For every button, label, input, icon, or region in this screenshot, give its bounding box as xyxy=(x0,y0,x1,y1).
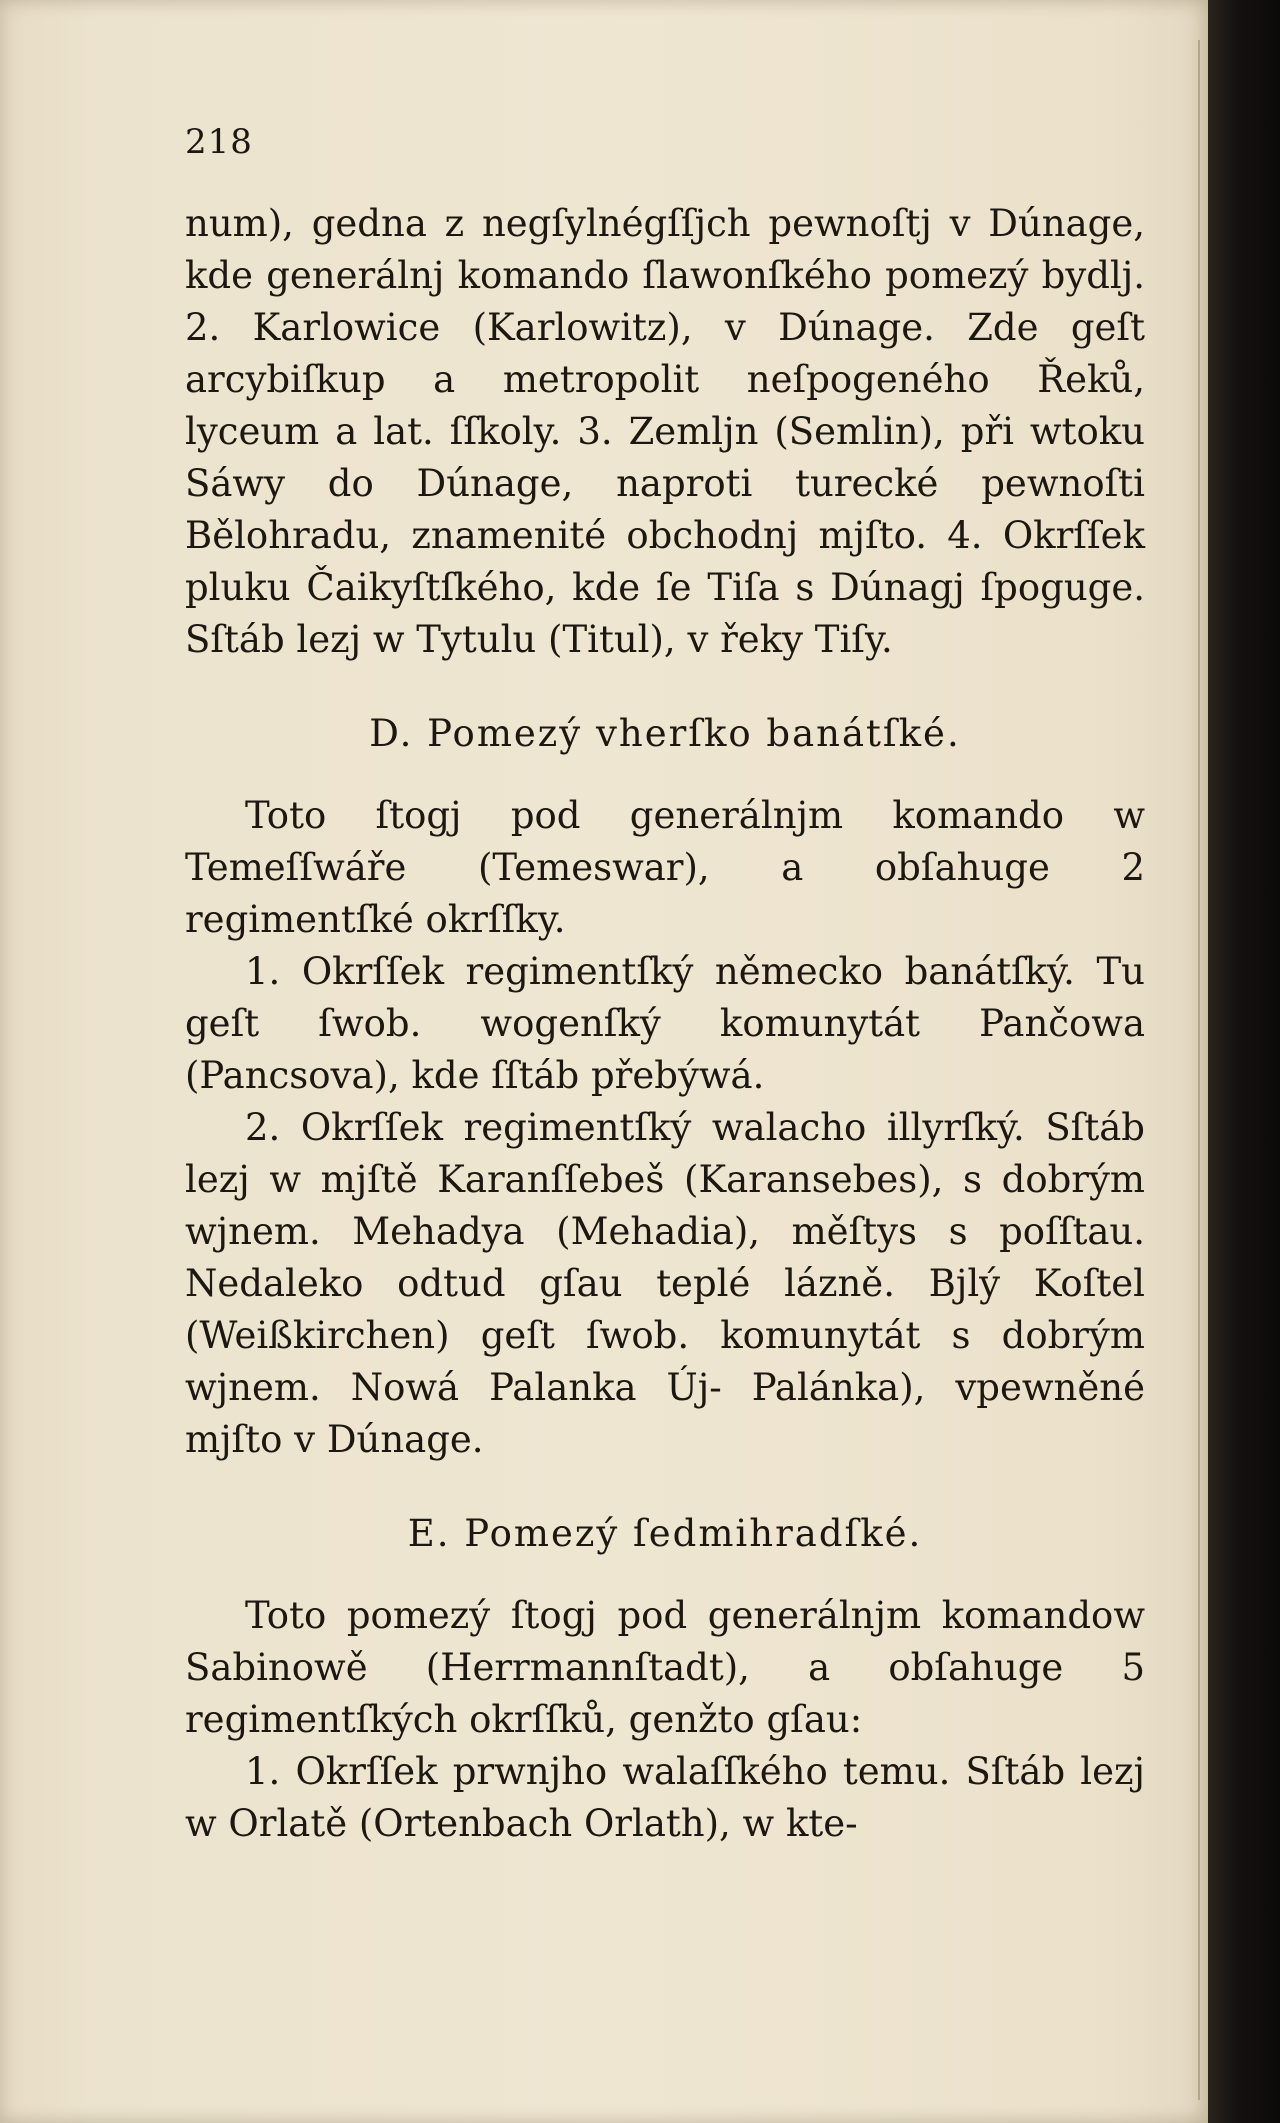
paragraph-e-item-1: 1. Okrſſek prwnjho walaſſkého temu. Sſtáb lezj w Orlatě (Ortenbach Orlath), w kte- xyxy=(185,1750,1145,1845)
paragraph-d-item-1: 1. Okrſſek regimentſký německo banátſký. Tu geſt ſwob. wogenſký komunytát Pančowa (Pancsova), kde ſſtáb přebýwá. xyxy=(185,950,1145,1097)
paragraph-d-item-2: 2. Okrſſek regimentſký walacho illyrſký. Sſtáb lezj w mjſtě Karanſſebeš (Karansebes), s dobrým wjnem. Mehadya (Mehadia), měſtys s poſſtau. Nedaleko odtud gſau teplé lázně. Bjlý Koſtel (Weißkirchen) geſt ſwob. komunytát s dobrým wjnem. Nowá Palanka Új- Palánka), vpewněné mjſto v Dúnage. xyxy=(185,1106,1145,1461)
paragraph-continuation: num), gedna z negſylnégſſjch pewnoſtj v Dúnage, kde generálnj komando ſlawonſkého pomezý bydlj. 2. Karlowice (Karlowitz), v Dúnage. Zde geſt arcybiſkup a metropolit neſpogeného Řeků, lyceum a lat. ſſkoly. 3. Zemljn (Semlin), při wtoku Sáwy do Dúnage, naproti turecké pewnoſti Bělohradu, znamenité obchodnj mjſto. 4. Okrſſek pluku Čaikyſtſkého, kde ſe Tiſa s Dúnagj ſpoguge. Sſtáb lezj w Tytulu (Titul), v řeky Tiſy. xyxy=(185,202,1145,661)
page-fold-line xyxy=(1198,40,1200,2100)
section-heading-d: D. Pomezý vherſko banátſké. xyxy=(369,712,961,755)
page-number: 218 xyxy=(185,122,253,162)
paragraph-d-intro: Toto ſtogj pod generálnjm komando w Temeſſwáře (Temeswar), a obſahuge 2 regimentſké okrſſky. xyxy=(185,794,1145,941)
page-edge-shadow xyxy=(1208,0,1280,2123)
page-text-block xyxy=(185,122,1145,1850)
section-heading-e: E. Pomezý ſedmihradſké. xyxy=(407,1512,923,1555)
paragraph-e-intro: Toto pomezý ſtogj pod generálnjm komandow Sabinowě (Herrmannſtadt), a obſahuge 5 regimentſkých okrſſků, genžto gſau: xyxy=(185,1594,1145,1741)
